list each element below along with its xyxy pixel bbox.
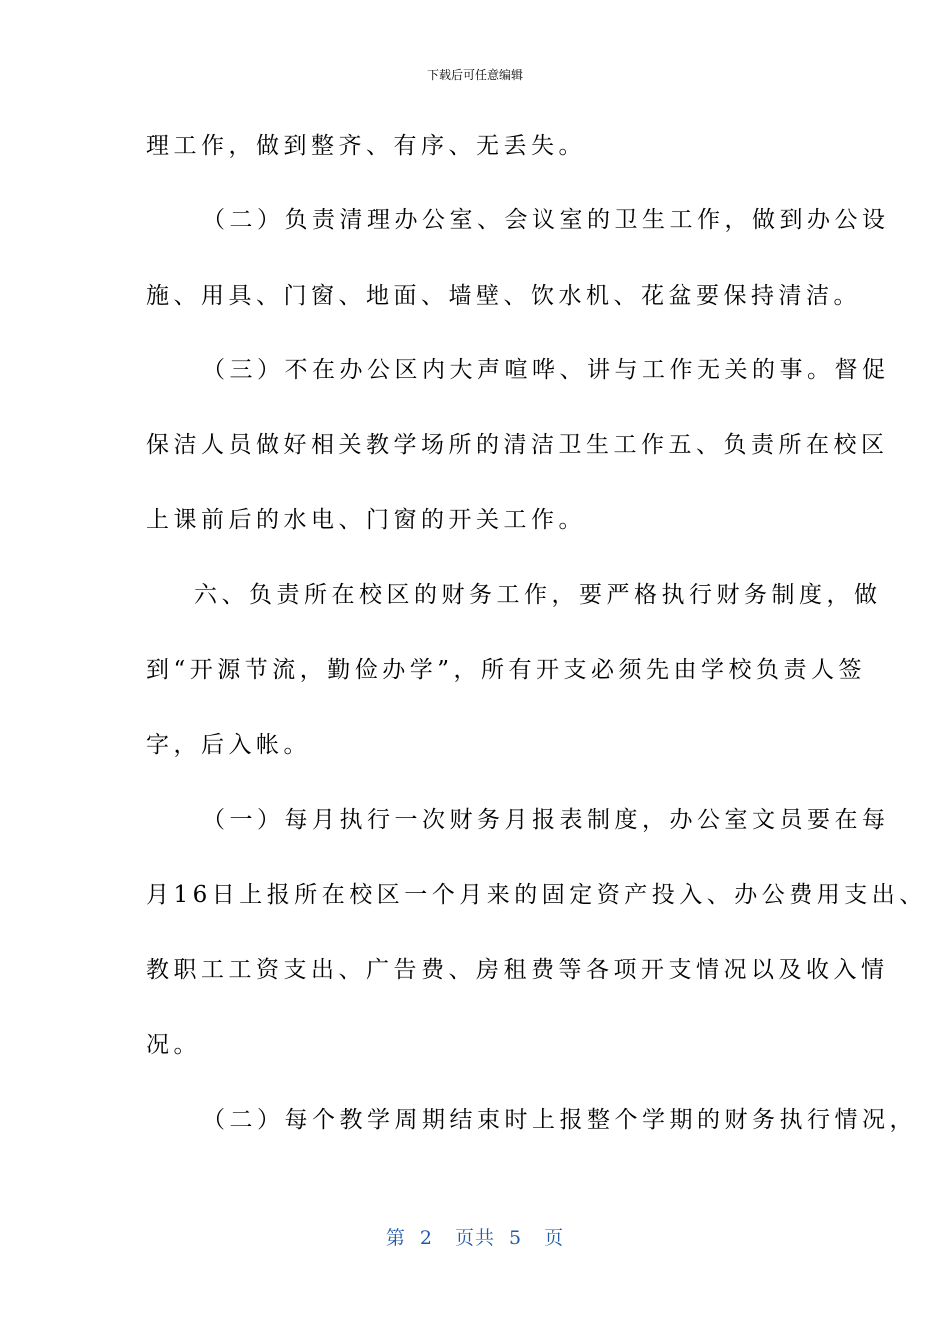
- paragraph-line: （二）每个教学周期结束时上报整个学期的财务执行情况，: [202, 1107, 917, 1133]
- paragraph-line: 况。: [146, 1032, 201, 1058]
- paragraph-line: 字，后入帐。: [146, 732, 311, 758]
- footer-suffix: 页: [544, 1227, 565, 1249]
- paragraph-line: （一）每月执行一次财务月报表制度，办公室文员要在每: [202, 807, 890, 833]
- paragraph-line: 上课前后的水电、门窗的开关工作。: [146, 507, 586, 533]
- paragraph-line: 教职工工资支出、广告费、房租费等各项开支情况以及收入情: [146, 957, 889, 983]
- paragraph-line: 理工作，做到整齐、有序、无丢失。: [146, 133, 586, 159]
- paragraph-line: （二）负责清理办公室、会议室的卫生工作，做到办公设: [202, 207, 890, 233]
- paragraph-line: （三）不在办公区内大声喧哗、讲与工作无关的事。督促: [202, 357, 890, 383]
- paragraph-line: 月16日上报所在校区一个月来的固定资产投入、办公费用支出、: [146, 882, 927, 908]
- page-header: 下载后可任意编辑: [426, 68, 523, 82]
- paragraph-line: 施、用具、门窗、地面、墙壁、饮水机、花盆要保持清洁。: [146, 283, 861, 309]
- paragraph-line: 六、负责所在校区的财务工作，要严格执行财务制度，做: [194, 582, 882, 608]
- paragraph-line: 到“开源节流，勤俭办学”，所有开支必须先由学校负责人签: [146, 657, 867, 683]
- paragraph-line: 保洁人员做好相关教学场所的清洁卫生工作五、负责所在校区: [146, 432, 889, 458]
- footer-current-page: 2: [419, 1227, 433, 1249]
- footer-middle: 页共: [454, 1227, 495, 1249]
- page-footer: [0, 1226, 950, 1250]
- footer-prefix: 第: [385, 1227, 406, 1249]
- footer-total-pages: 5: [509, 1227, 523, 1249]
